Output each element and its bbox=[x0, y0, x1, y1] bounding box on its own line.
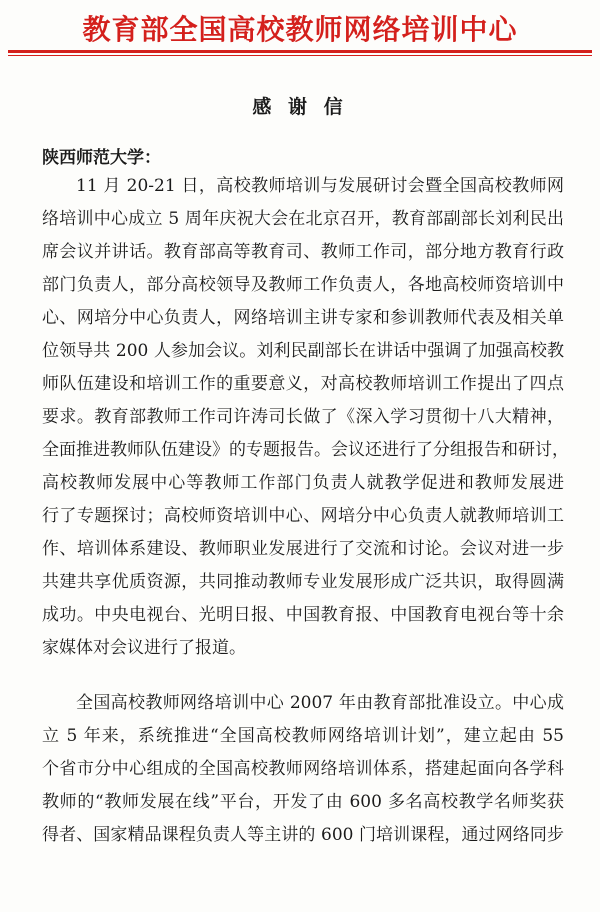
paragraph-2-line: 全国高校教师网络培训中心 2007 年由教育部批准设立。中心成 bbox=[76, 693, 564, 713]
paragraph-1-line: 部门负责人，部分高校领导及教师工作负责人，各地高校师资培训中 bbox=[42, 275, 564, 295]
paragraph-2-line: 个省市分中心组成的全国高校教师网络培训体系，搭建起面向各学科 bbox=[42, 759, 564, 779]
letter-salutation: 陕西师范大学： bbox=[42, 148, 161, 168]
paragraph-1-line: 11 月 20-21 日，高校教师培训与发展研讨会暨全国高校教师网 bbox=[76, 176, 564, 196]
paragraph-1-line: 家媒体对会议进行了报道。 bbox=[42, 638, 246, 658]
paragraph-2-line: 立 5 年来，系统推进“全国高校教师网络培训计划”，建立起由 55 bbox=[42, 726, 564, 746]
paragraph-1-line: 成功。中央电视台、光明日报、中国教育报、中国教育电视台等十余 bbox=[42, 605, 564, 625]
paragraph-2-line: 教师的“教师发展在线”平台，开发了由 600 多名高校教学名师奖获 bbox=[42, 792, 564, 812]
paragraph-1-line: 要求。教育部教师工作司许涛司长做了《深入学习贯彻十八大精神， bbox=[42, 407, 564, 427]
letterhead-rule-thin bbox=[8, 55, 592, 56]
paragraph-1-line: 席会议并讲话。教育部高等教育司、教师工作司，部分地方教育行政 bbox=[42, 242, 564, 262]
letterhead-rule-thick bbox=[8, 50, 592, 53]
paragraph-1-line: 师队伍建设和培训工作的重要意义，对高校教师培训工作提出了四点 bbox=[42, 374, 564, 394]
letter-title: 感 谢 信 bbox=[252, 96, 348, 118]
paragraph-1-line: 共建共享优质资源，共同推动教师专业发展形成广泛共识，取得圆满 bbox=[42, 572, 564, 592]
paragraph-1-line: 全面推进教师队伍建设》的专题报告。会议还进行了分组报告和研讨， bbox=[42, 440, 569, 460]
paragraph-1-line: 作、培训体系建设、教师职业发展进行了交流和讨论。会议对进一步 bbox=[42, 539, 564, 559]
paragraph-1-line: 络培训中心成立 5 周年庆祝大会在北京召开，教育部副部长刘利民出 bbox=[42, 209, 564, 229]
paragraph-1-line: 行了专题探讨；高校师资培训中心、网培分中心负责人就教师培训工 bbox=[42, 506, 564, 526]
paragraph-2-line: 得者、国家精品课程负责人等主讲的 600 门培训课程，通过网络同步 bbox=[42, 825, 564, 845]
paragraph-1-line: 高校教师发展中心等教师工作部门负责人就教学促进和教师发展进 bbox=[42, 473, 564, 493]
paragraph-1-line: 位领导共 200 人参加会议。刘利民副部长在讲话中强调了加强高校教 bbox=[42, 341, 564, 361]
letterhead-title: 教育部全国高校教师网络培训中心 bbox=[82, 13, 518, 46]
paragraph-1-line: 心、网培分中心负责人，网络培训主讲专家和参训教师代表及相关单 bbox=[42, 308, 564, 328]
